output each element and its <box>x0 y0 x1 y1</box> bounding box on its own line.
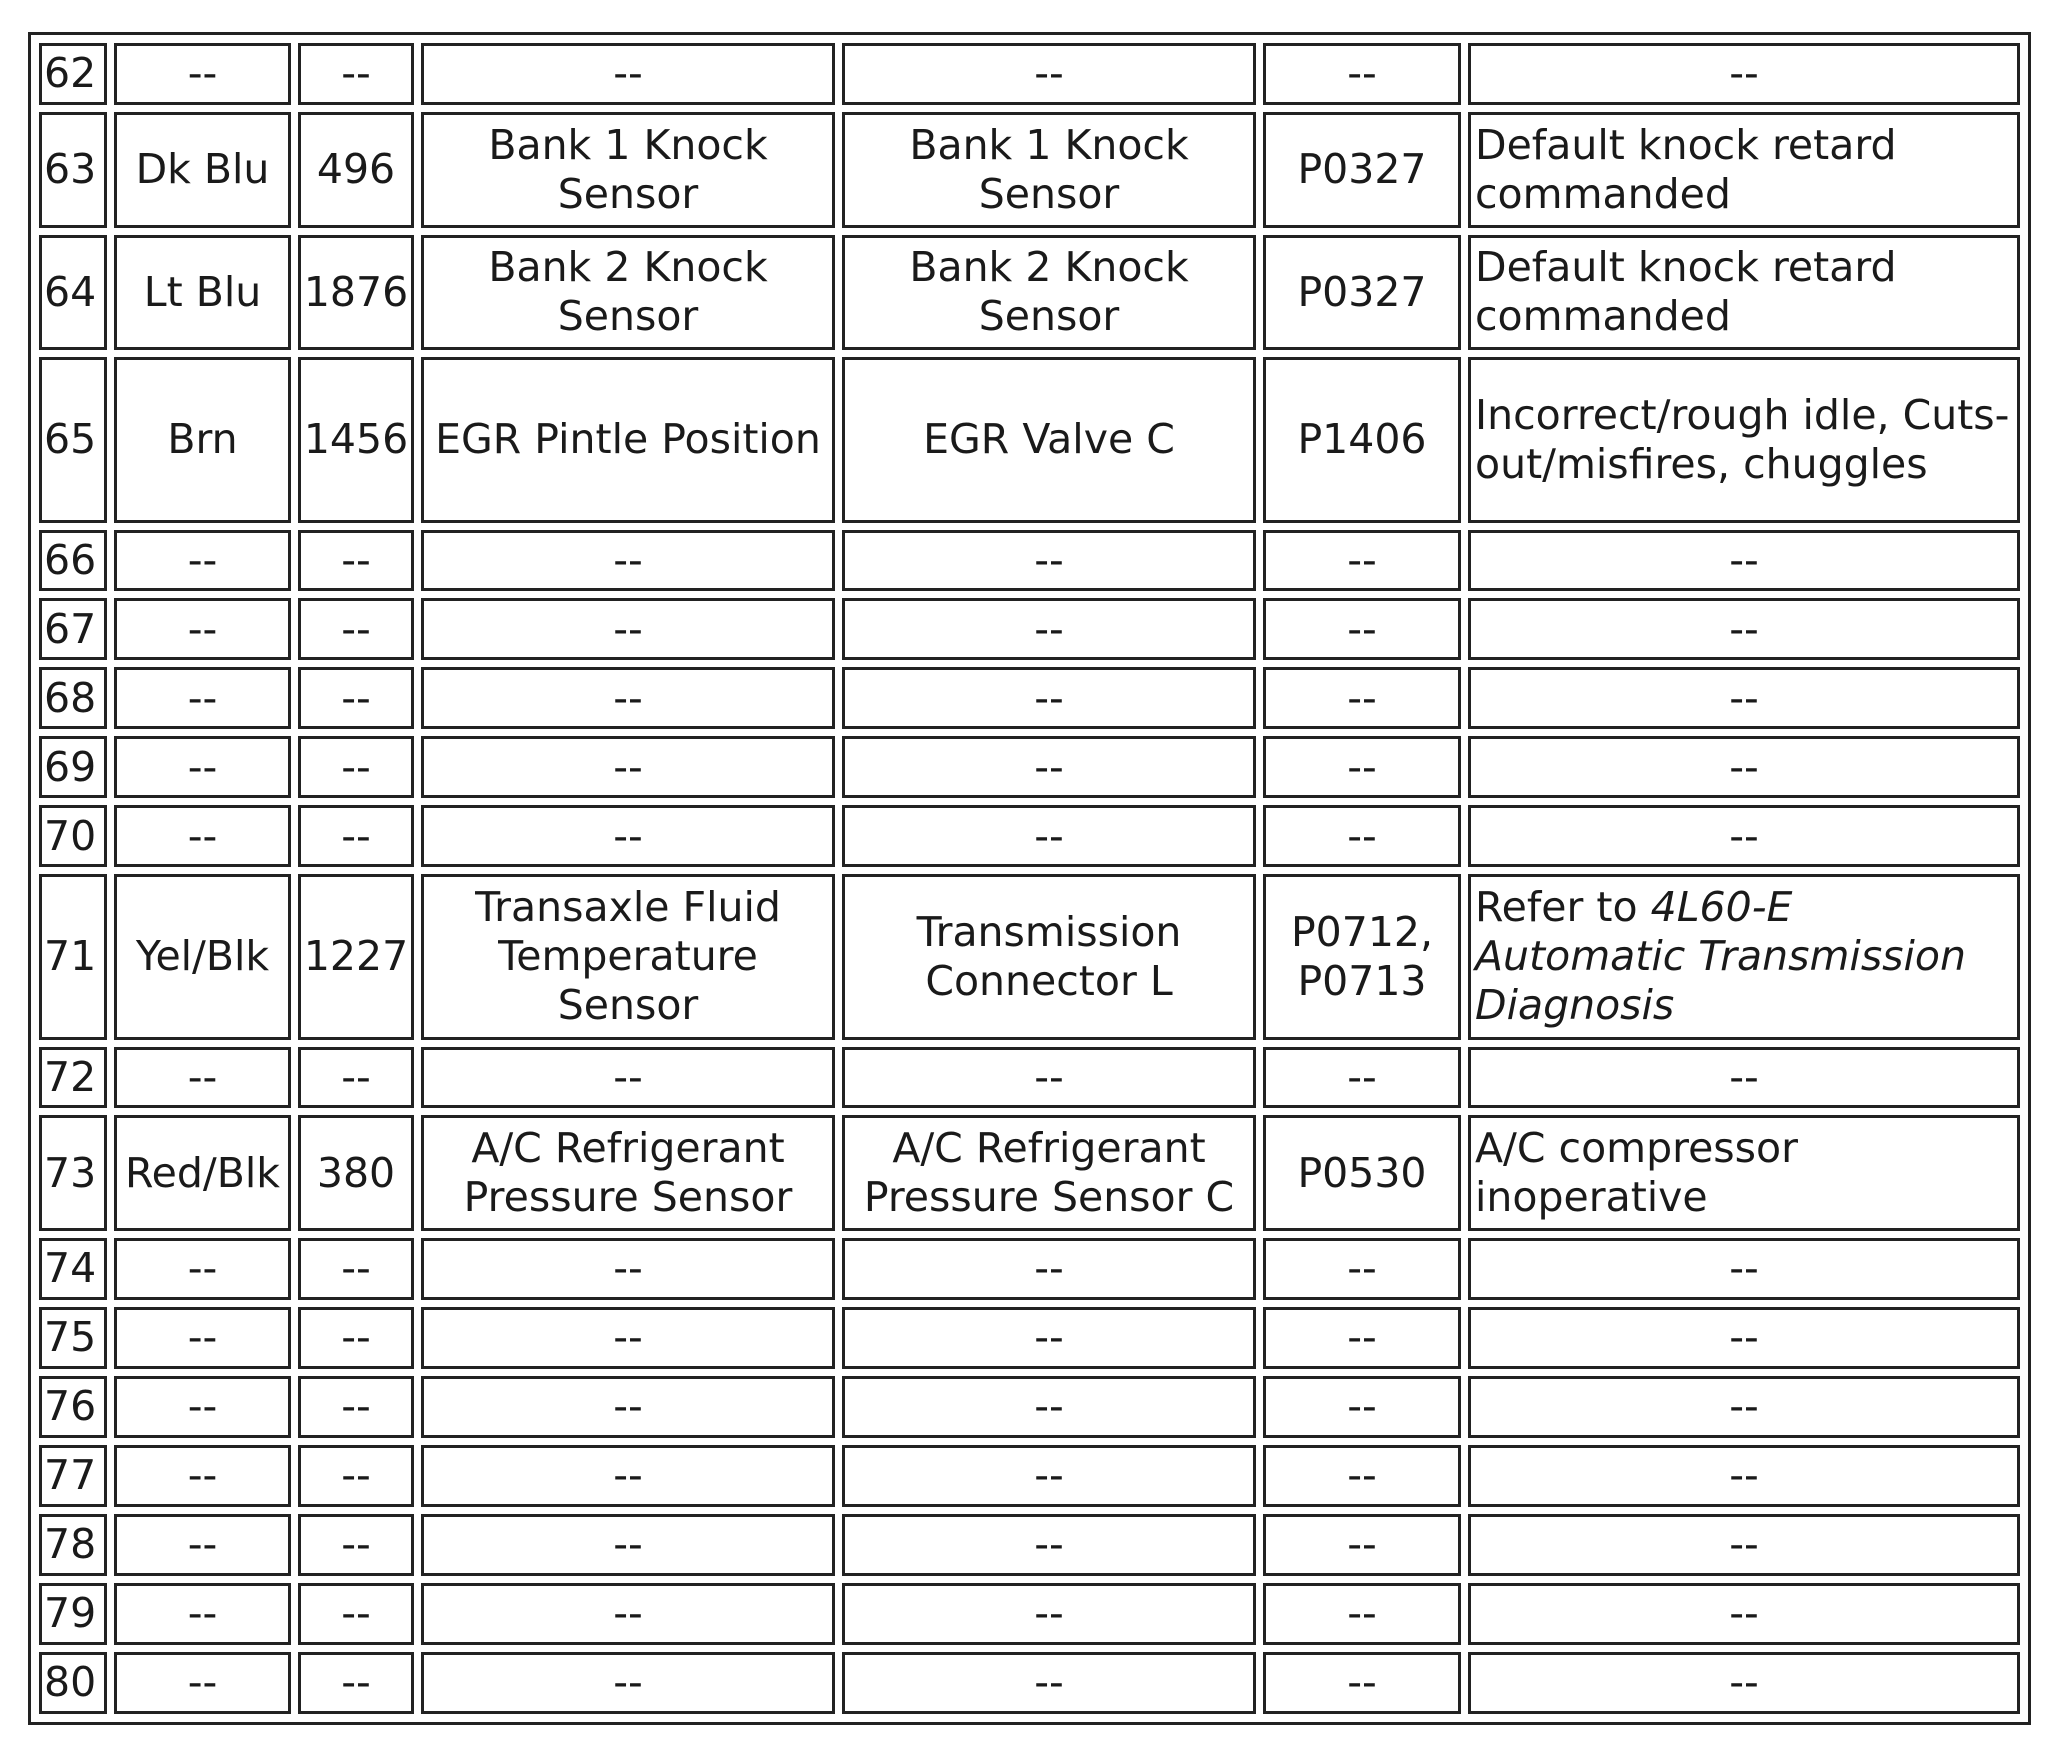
circuit-cell: -- <box>298 667 414 729</box>
sensor-cell: EGR Valve C <box>842 357 1256 522</box>
table-row <box>39 1307 2020 1369</box>
dtc-cell: -- <box>1263 1047 1461 1109</box>
condition-cell: -- <box>1468 1445 2020 1507</box>
table-row <box>39 667 2020 729</box>
pinout-table <box>32 36 2027 1721</box>
circuit-cell: -- <box>298 1652 414 1714</box>
table-body <box>39 43 2020 1714</box>
wire-color-cell: -- <box>114 43 291 105</box>
table-row <box>39 1376 2020 1438</box>
pin-cell: 64 <box>39 235 107 351</box>
circuit-cell: -- <box>298 1445 414 1507</box>
pin-cell: 73 <box>39 1115 107 1231</box>
circuit-cell: -- <box>298 1583 414 1645</box>
sensor-cell: -- <box>842 598 1256 660</box>
dtc-cell: P0327 <box>1263 235 1461 351</box>
circuit-cell: -- <box>298 598 414 660</box>
table-row <box>39 1652 2020 1714</box>
sensor-cell: -- <box>842 1047 1256 1109</box>
sensor-cell: -- <box>842 736 1256 798</box>
condition-cell: -- <box>1468 1514 2020 1576</box>
function-cell: Transaxle Fluid Temperature Sensor <box>421 874 835 1039</box>
condition-prefix: Refer to <box>1475 883 1651 932</box>
sensor-cell: -- <box>842 1652 1256 1714</box>
circuit-cell: -- <box>298 1238 414 1300</box>
pin-cell: 79 <box>39 1583 107 1645</box>
pin-cell: 75 <box>39 1307 107 1369</box>
function-cell: -- <box>421 1238 835 1300</box>
condition-cell <box>1468 874 2020 1039</box>
function-cell: -- <box>421 1445 835 1507</box>
dtc-cell: -- <box>1263 805 1461 867</box>
table-row <box>39 1445 2020 1507</box>
table-row <box>39 1583 2020 1645</box>
wire-color-cell: -- <box>114 1376 291 1438</box>
wire-color-cell: Dk Blu <box>114 112 291 228</box>
table-row <box>39 235 2020 351</box>
sensor-cell: A/C Refrigerant Pressure Sensor C <box>842 1115 1256 1231</box>
dtc-cell: P0530 <box>1263 1115 1461 1231</box>
circuit-cell: -- <box>298 530 414 592</box>
wire-color-cell: -- <box>114 1445 291 1507</box>
table-row <box>39 1238 2020 1300</box>
table-row <box>39 736 2020 798</box>
wire-color-cell: -- <box>114 1238 291 1300</box>
pin-cell: 80 <box>39 1652 107 1714</box>
pin-cell: 71 <box>39 874 107 1039</box>
function-cell: -- <box>421 530 835 592</box>
pin-cell: 74 <box>39 1238 107 1300</box>
table-row <box>39 43 2020 105</box>
circuit-cell: -- <box>298 1514 414 1576</box>
circuit-cell: -- <box>298 43 414 105</box>
wire-color-cell: -- <box>114 736 291 798</box>
function-cell: -- <box>421 1514 835 1576</box>
function-cell: -- <box>421 598 835 660</box>
condition-cell: Incorrect/rough idle, Cuts-out/misfires, chuggles <box>1468 357 2020 522</box>
wire-color-cell: Lt Blu <box>114 235 291 351</box>
table-row <box>39 357 2020 522</box>
wire-color-cell: -- <box>114 1583 291 1645</box>
dtc-cell: P0327 <box>1263 112 1461 228</box>
condition-cell: -- <box>1468 667 2020 729</box>
wire-color-cell: -- <box>114 1047 291 1109</box>
wire-color-cell: -- <box>114 1514 291 1576</box>
pin-cell: 70 <box>39 805 107 867</box>
dtc-cell: -- <box>1263 1514 1461 1576</box>
circuit-cell: 1876 <box>298 235 414 351</box>
sensor-cell: -- <box>842 1307 1256 1369</box>
condition-cell: -- <box>1468 1307 2020 1369</box>
circuit-cell: -- <box>298 805 414 867</box>
condition-cell: -- <box>1468 1652 2020 1714</box>
function-cell: -- <box>421 1376 835 1438</box>
table-row <box>39 598 2020 660</box>
condition-cell: -- <box>1468 530 2020 592</box>
condition-cell: -- <box>1468 805 2020 867</box>
table-row <box>39 1115 2020 1231</box>
sensor-cell: -- <box>842 1238 1256 1300</box>
sensor-cell: Bank 1 Knock Sensor <box>842 112 1256 228</box>
dtc-cell: -- <box>1263 530 1461 592</box>
dtc-cell: -- <box>1263 43 1461 105</box>
function-cell: -- <box>421 1583 835 1645</box>
function-cell: -- <box>421 667 835 729</box>
function-cell: Bank 1 Knock Sensor <box>421 112 835 228</box>
circuit-cell: 380 <box>298 1115 414 1231</box>
dtc-cell: -- <box>1263 598 1461 660</box>
wire-color-cell: -- <box>114 530 291 592</box>
pin-cell: 69 <box>39 736 107 798</box>
wire-color-cell: Brn <box>114 357 291 522</box>
dtc-cell: P0712, P0713 <box>1263 874 1461 1039</box>
dtc-cell: -- <box>1263 667 1461 729</box>
pin-cell: 62 <box>39 43 107 105</box>
sensor-cell: -- <box>842 1376 1256 1438</box>
table-row <box>39 1514 2020 1576</box>
condition-cell: -- <box>1468 1583 2020 1645</box>
pin-cell: 63 <box>39 112 107 228</box>
dtc-cell: -- <box>1263 1445 1461 1507</box>
sensor-cell: -- <box>842 530 1256 592</box>
sensor-cell: Bank 2 Knock Sensor <box>842 235 1256 351</box>
wire-color-cell: -- <box>114 598 291 660</box>
table-row <box>39 874 2020 1039</box>
function-cell: EGR Pintle Position <box>421 357 835 522</box>
function-cell: -- <box>421 736 835 798</box>
table-row <box>39 1047 2020 1109</box>
circuit-cell: -- <box>298 1307 414 1369</box>
table-row <box>39 805 2020 867</box>
condition-cell: Default knock retard commanded <box>1468 235 2020 351</box>
sensor-cell: -- <box>842 805 1256 867</box>
function-cell: -- <box>421 43 835 105</box>
circuit-cell: -- <box>298 736 414 798</box>
condition-cell: -- <box>1468 43 2020 105</box>
table-row <box>39 112 2020 228</box>
dtc-cell: P1406 <box>1263 357 1461 522</box>
function-cell: -- <box>421 805 835 867</box>
pin-cell: 77 <box>39 1445 107 1507</box>
circuit-cell: 1456 <box>298 357 414 522</box>
condition-cell: -- <box>1468 1238 2020 1300</box>
dtc-cell: -- <box>1263 1307 1461 1369</box>
dtc-cell: -- <box>1263 1652 1461 1714</box>
condition-cell: -- <box>1468 1047 2020 1109</box>
function-cell: Bank 2 Knock Sensor <box>421 235 835 351</box>
function-cell: A/C Refrigerant Pressure Sensor <box>421 1115 835 1231</box>
sensor-cell: -- <box>842 1445 1256 1507</box>
dtc-cell: -- <box>1263 1583 1461 1645</box>
dtc-cell: -- <box>1263 736 1461 798</box>
pin-cell: 72 <box>39 1047 107 1109</box>
condition-reference: 4L60-E Automatic Transmission Diagnosis <box>1475 883 1966 1030</box>
pin-cell: 65 <box>39 357 107 522</box>
condition-cell: -- <box>1468 598 2020 660</box>
wire-color-cell: Red/Blk <box>114 1115 291 1231</box>
pin-cell: 78 <box>39 1514 107 1576</box>
condition-cell: -- <box>1468 736 2020 798</box>
table-row <box>39 530 2020 592</box>
sensor-cell: -- <box>842 1583 1256 1645</box>
dtc-cell: -- <box>1263 1238 1461 1300</box>
pin-cell: 76 <box>39 1376 107 1438</box>
sensor-cell: Transmission Connector L <box>842 874 1256 1039</box>
wire-color-cell: -- <box>114 667 291 729</box>
function-cell: -- <box>421 1047 835 1109</box>
circuit-cell: 496 <box>298 112 414 228</box>
wire-color-cell: -- <box>114 1307 291 1369</box>
function-cell: -- <box>421 1307 835 1369</box>
pin-cell: 66 <box>39 530 107 592</box>
circuit-cell: -- <box>298 1376 414 1438</box>
dtc-cell: -- <box>1263 1376 1461 1438</box>
wire-color-cell: -- <box>114 805 291 867</box>
sensor-cell: -- <box>842 667 1256 729</box>
circuit-cell: 1227 <box>298 874 414 1039</box>
wire-color-cell: Yel/Blk <box>114 874 291 1039</box>
pin-cell: 68 <box>39 667 107 729</box>
function-cell: -- <box>421 1652 835 1714</box>
condition-cell: Default knock retard commanded <box>1468 112 2020 228</box>
wire-color-cell: -- <box>114 1652 291 1714</box>
circuit-cell: -- <box>298 1047 414 1109</box>
sensor-cell: -- <box>842 43 1256 105</box>
sensor-cell: -- <box>842 1514 1256 1576</box>
condition-cell: -- <box>1468 1376 2020 1438</box>
condition-cell: A/C compressor inoperative <box>1468 1115 2020 1231</box>
pin-cell: 67 <box>39 598 107 660</box>
